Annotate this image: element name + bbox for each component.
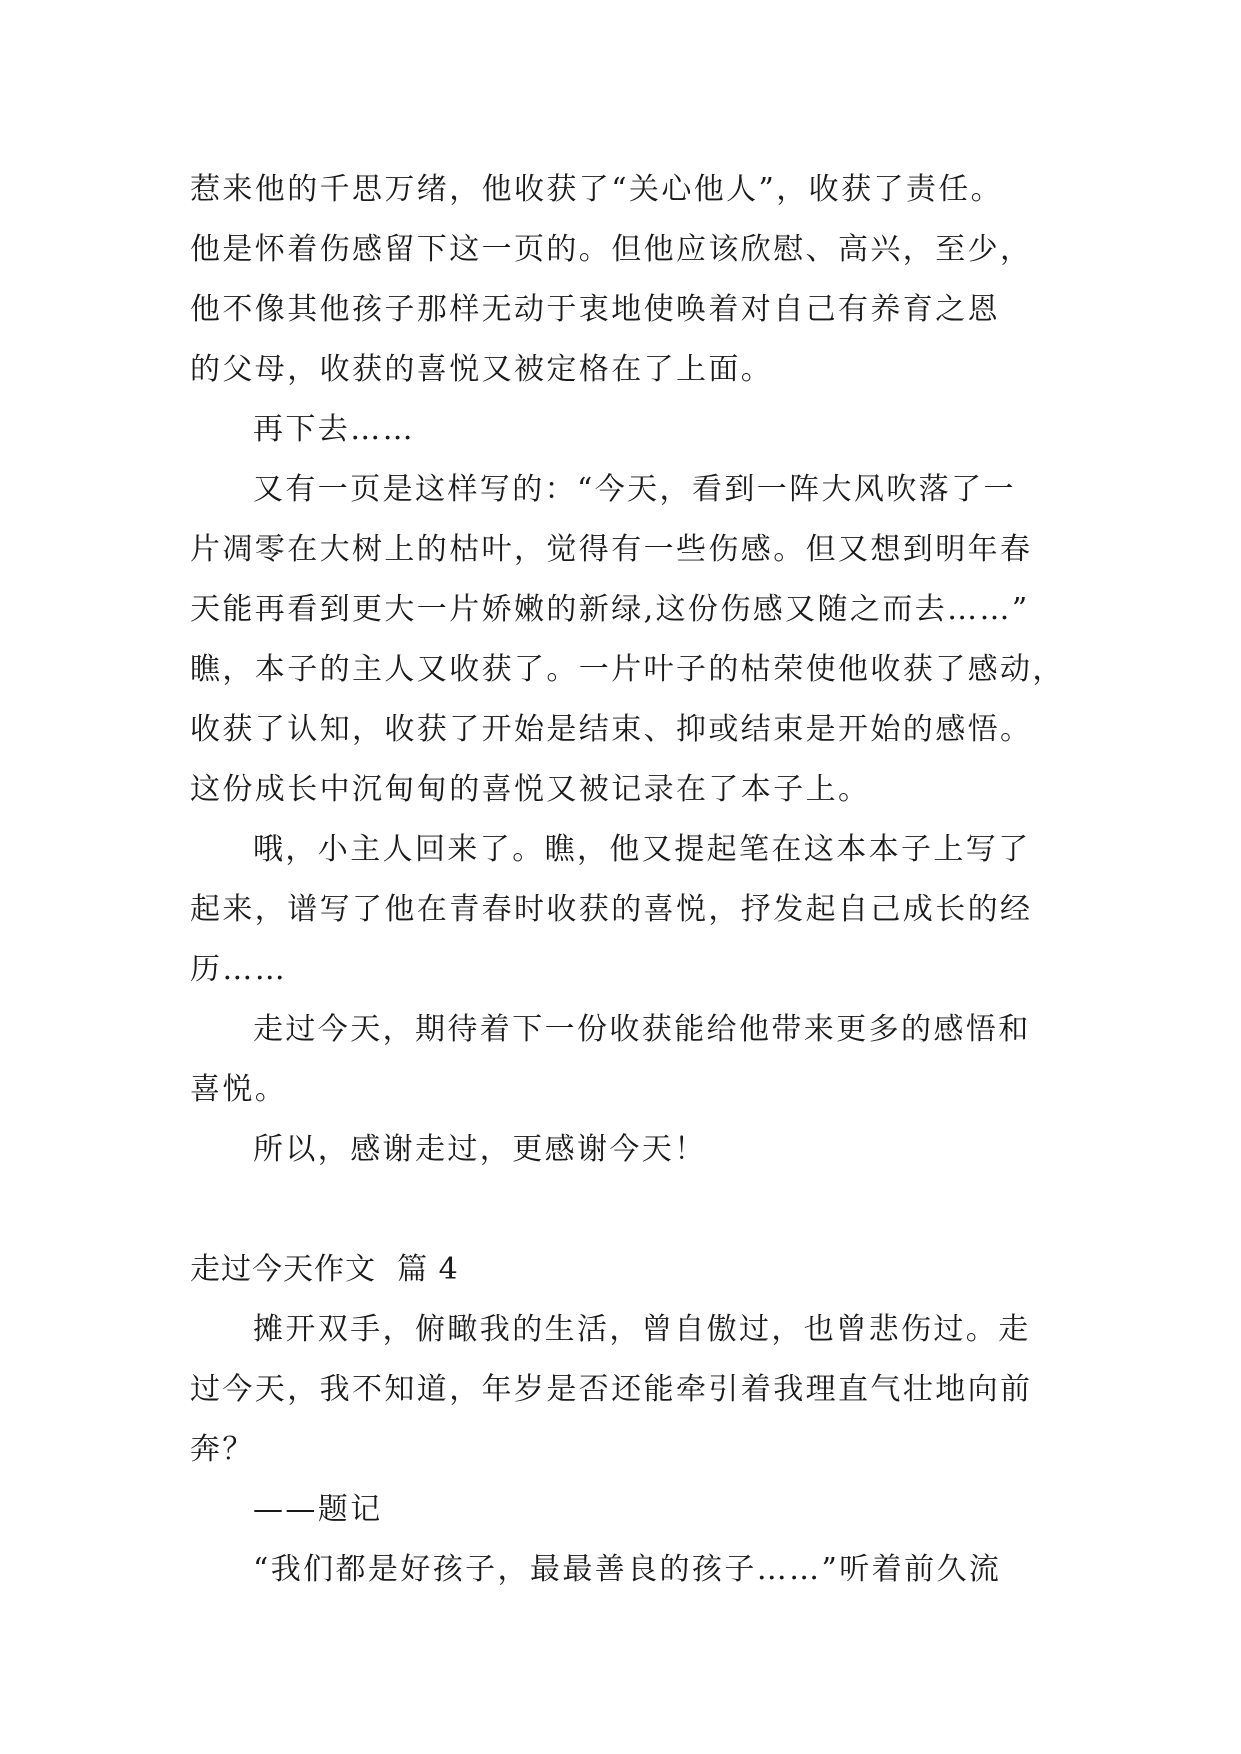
text-line: 收获了认知，收获了开始是结束、抑或结束是开始的感悟。 bbox=[190, 712, 1033, 747]
paragraph bbox=[190, 820, 1070, 1000]
text-line: 惹来他的千思万绪，他收获了“关心他人”，收获了责任。 bbox=[190, 172, 1004, 207]
text-line: 摊开双手，俯瞰我的生活，曾自傲过，也曾悲伤过。走 bbox=[253, 1312, 1031, 1347]
epigraph-attribution: ——题记 bbox=[253, 1492, 383, 1527]
paragraph bbox=[190, 460, 1070, 820]
paragraph bbox=[190, 1000, 1070, 1120]
text-line: 的父母，收获的喜悦又被定格在了上面。 bbox=[190, 352, 774, 387]
text-line: 他是怀着伤感留下这一页的。但他应该欣慰、高兴，至少， bbox=[190, 232, 1033, 267]
text-line: 所以，感谢走过，更感谢今天！ bbox=[253, 1132, 707, 1167]
text-line: 过今天，我不知道，年岁是否还能牵引着我理直气壮地向前 bbox=[190, 1372, 1033, 1407]
document-body bbox=[190, 160, 1070, 1600]
paragraph bbox=[190, 1540, 1070, 1600]
paragraph bbox=[190, 400, 1070, 460]
text-line: 喜悦。 bbox=[190, 1072, 288, 1107]
text-line: “我们都是好孩子，最最善良的孩子……”听着前久流 bbox=[253, 1552, 1002, 1587]
section-heading: 走过今天作文 篇 4 bbox=[190, 1252, 459, 1287]
text-line: 起来，谱写了他在青春时收获的喜悦，抒发起自己成长的经 bbox=[190, 892, 1033, 927]
text-line: 哦，小主人回来了。瞧，他又提起笔在这本本子上写了 bbox=[253, 832, 1031, 867]
text-line: 瞧，本子的主人又收获了。一片叶子的枯荣使他收获了感动， bbox=[190, 652, 1065, 687]
text-line: 片凋零在大树上的枯叶，觉得有一些伤感。但又想到明年春 bbox=[190, 532, 1033, 567]
text-line: 这份成长中沉甸甸的喜悦又被记录在了本子上。 bbox=[190, 772, 871, 807]
text-line: 他不像其他孩子那样无动于衷地使唤着对自己有养育之恩 bbox=[190, 292, 1000, 327]
paragraph bbox=[190, 1300, 1070, 1480]
text-line: 历…… bbox=[190, 952, 288, 987]
section-spacer bbox=[190, 1180, 1070, 1240]
paragraph bbox=[190, 1480, 1070, 1540]
text-line: 奔？ bbox=[190, 1432, 255, 1467]
text-line: 又有一页是这样写的：“今天，看到一阵大风吹落了一 bbox=[253, 472, 1016, 507]
text-line: 天能再看到更大一片娇嫩的新绿,这份伤感又随之而去……” bbox=[190, 592, 1030, 627]
text-line: 走过今天，期待着下一份收获能给他带来更多的感悟和 bbox=[253, 1012, 1031, 1047]
paragraph bbox=[190, 160, 1070, 400]
paragraph bbox=[190, 1120, 1070, 1180]
text-line: 再下去…… bbox=[253, 412, 415, 447]
